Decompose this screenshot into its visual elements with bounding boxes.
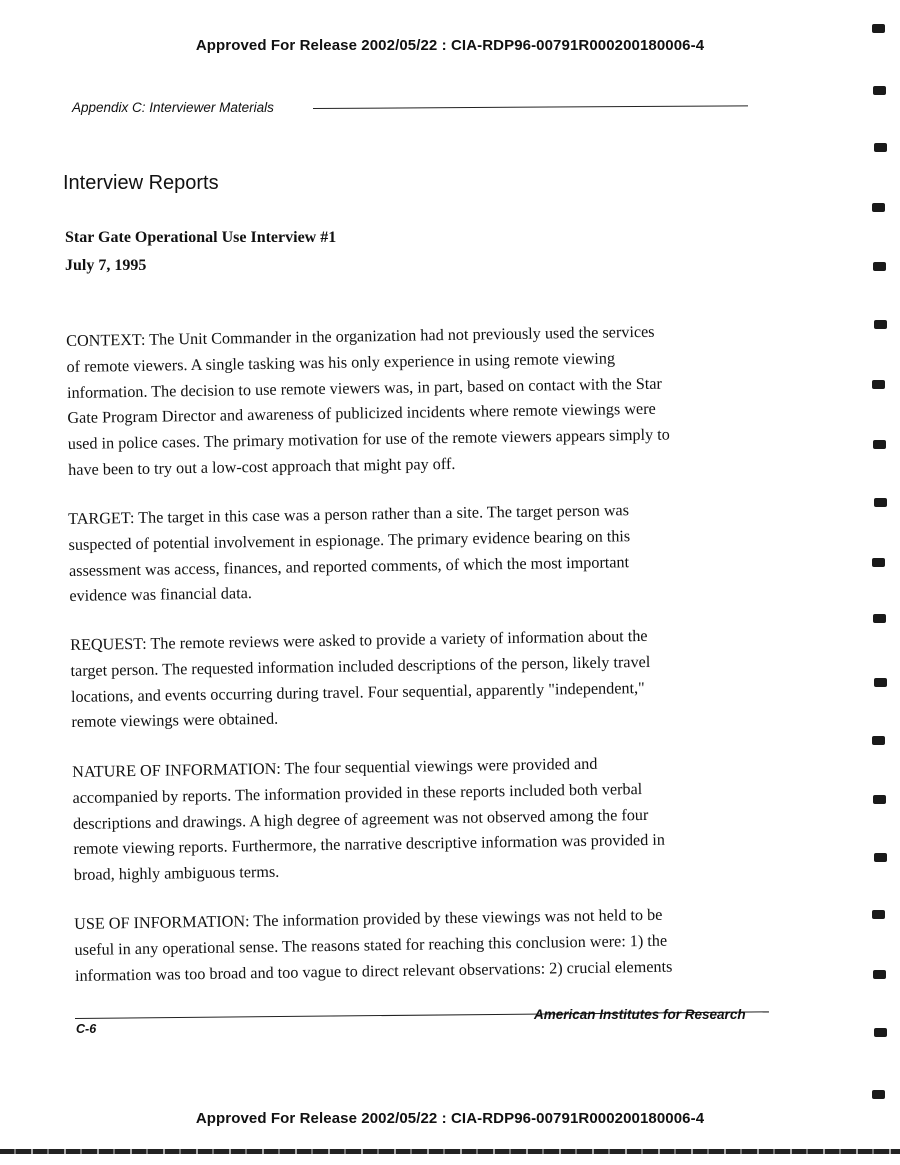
text-line: assessment was access, finances, and reported comments, of which the most important [68,552,630,580]
text-line: REQUEST: The remote reviews were asked to provide a variety of information about the [70,626,648,654]
paragraph-context [66,318,768,484]
running-header: Appendix C: Interviewer Materials [72,100,274,115]
text-line: remote viewing reports. Furthermore, the narrative descriptive information was provided in [73,831,666,859]
text-line: evidence was financial data. [69,584,252,606]
paragraph-nature-of-information [72,749,774,889]
text-line: remote viewings were obtained. [71,710,279,732]
header-rule [313,105,748,109]
edge-mark [872,736,885,745]
section-title: Interview Reports [63,172,219,194]
edge-mark [872,1090,885,1099]
text-line: TARGET: The target in this case was a person rather than a site. The target person was [68,501,630,528]
text-line: of remote viewers. A single tasking was his only experience in using remote viewing [66,349,616,376]
edge-mark [872,910,885,919]
release-header: Approved For Release 2002/05/22 : CIA-RDP96-00791R000200180006-4 [195,37,705,54]
edge-mark [873,970,886,979]
edge-mark [873,86,886,95]
text-line: descriptions and drawings. A high degree of agreement was not observed among the four [72,805,649,833]
paragraph-request [70,622,772,736]
edge-mark [872,24,885,33]
edge-mark [874,498,887,507]
release-footer: Approved For Release 2002/05/22 : CIA-RDP96-00791R000200180006-4 [195,1110,705,1127]
scan-artifact-bar [0,1149,900,1154]
page-number: C-6 [76,1022,97,1036]
text-line: USE OF INFORMATION: The information provided by these viewings was not held to be [74,905,663,933]
paragraph-use-of-information [74,901,775,989]
text-line: information. The decision to use remote viewers was, in part, based on contact with the Star [66,374,662,402]
report-title: Star Gate Operational Use Interview #1 [65,229,337,246]
footer-organization: American Institutes for Research [534,1007,746,1022]
edge-mark [874,1028,887,1037]
edge-mark [873,440,886,449]
text-line: CONTEXT: The Unit Commander in the organization had not previously used the services [66,322,655,350]
text-line: accompanied by reports. The information provided in these reports included both verbal [72,779,643,807]
text-line: have been to try out a low-cost approach that might pay off. [68,454,456,479]
text-line: used in police cases. The primary motivation for use of the remote viewers appears simply to [67,425,670,454]
text-line: suspected of potential involvement in espionage. The primary evidence bearing on this [68,526,631,554]
text-line: broad, highly ambiguous terms. [73,862,280,885]
text-line: useful in any operational sense. The reasons stated for reaching this conclusion were: 1) the [74,931,668,959]
edge-mark [873,262,886,271]
text-line: locations, and events occurring during travel. Four sequential, apparently "independent," [70,678,645,706]
edge-mark [872,380,885,389]
report-date: July 7, 1995 [65,257,147,274]
edge-mark [874,678,887,687]
edge-mark [872,558,885,567]
text-line: Gate Program Director and awareness of publicized incidents where remote viewings were [67,400,656,428]
paragraph-target [68,496,770,610]
text-line: NATURE OF INFORMATION: The four sequential viewings were provided and [72,754,598,781]
edge-mark [873,795,886,804]
text-line: information was too broad and too vague to direct relevant observations: 2) crucial elements [74,957,673,985]
edge-mark [874,853,887,862]
text-line: target person. The requested information included descriptions of the person, likely travel [70,652,651,680]
edge-mark [874,320,887,329]
edge-mark [873,614,886,623]
edge-mark [872,203,885,212]
edge-mark [874,143,887,152]
